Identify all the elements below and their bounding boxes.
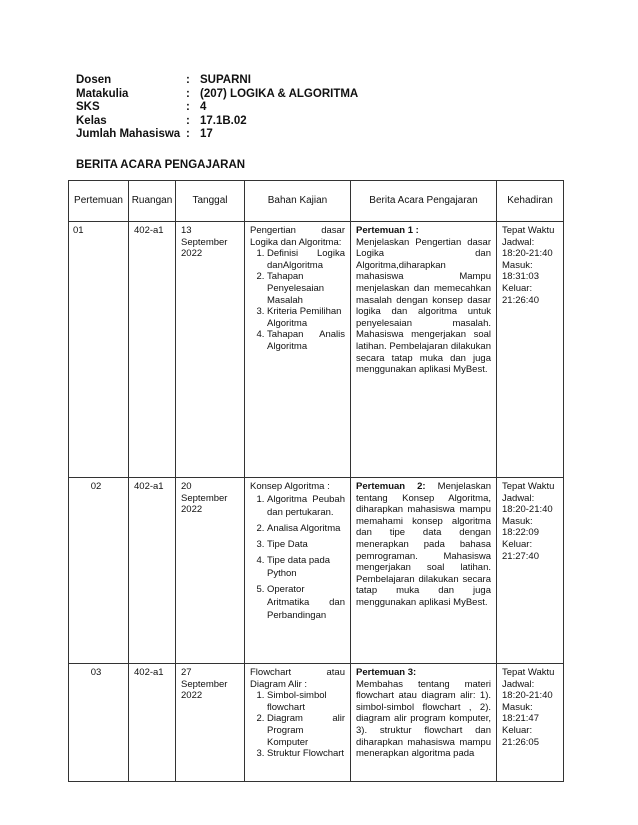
info-separator: :	[186, 74, 190, 86]
cell-ruangan: 402-a1	[129, 664, 176, 782]
list-item: 1. Simbol-simbol flowchart	[267, 690, 345, 713]
kehadiran-label: Masuk:	[502, 515, 533, 527]
list-item: 3. Struktur Flowchart	[267, 748, 345, 760]
header-pertemuan: Pertemuan	[69, 181, 129, 222]
cell-ruangan: 402-a1	[129, 222, 176, 478]
list-item: 2. Diagram alir Program Komputer	[267, 713, 345, 748]
berita-text: Membahas tentang materi flowchart atau diagram alir: 1). simbol-simbol flowchart , 2). diagram alir program komputer, 3). struktur flowchart dan diharapkan mahasiswa mampu menerapkan algoritma pada	[356, 678, 491, 760]
bahan-intro: Flowchart atau Diagram Alir :	[250, 667, 345, 690]
list-item: 4. Tipe data pada Python	[267, 554, 345, 580]
kehadiran-value: 21:27:40	[502, 550, 539, 562]
berita-text: Menjelaskan Pengertian dasar Logika dan Algoritma,diharapkan mahasiswa Mampu menjelaskan dan memecahkan masalah dengan konsep dasar logika dan algoritma untuk penyelesaian masalah. Mahasiswa mengerjakan soal latihan. Pembelajaran dilakukan secara tatap muka dan juga menggunakan aplikasi MyBest.	[356, 236, 491, 376]
kehadiran-label: Jadwal:	[502, 492, 535, 504]
info-row-kelas	[76, 115, 358, 129]
course-info	[76, 74, 358, 142]
teaching-record-table	[68, 180, 564, 782]
bahan-list	[250, 248, 345, 352]
info-key: Jumlah Mahasiswa	[76, 128, 181, 141]
header-ruangan: Ruangan	[129, 181, 176, 222]
kehadiran-label: Jadwal:	[502, 678, 535, 690]
info-separator: :	[186, 128, 190, 141]
cell-bahan-kajian	[245, 478, 351, 664]
berita-title: Pertemuan 2:	[356, 481, 426, 492]
kehadiran-value: 18:20-21:40	[502, 504, 553, 516]
bahan-list	[250, 690, 345, 760]
header-bahan-kajian: Bahan Kajian	[245, 181, 351, 222]
info-value: 17.1B.02	[200, 114, 247, 127]
berita-title: Pertemuan 1 :	[356, 225, 419, 236]
bahan-intro: Pengertian dasar Logika dan Algoritma:	[250, 225, 345, 248]
kehadiran-label: Keluar:	[502, 724, 533, 736]
info-separator: :	[186, 114, 190, 127]
table-row	[69, 664, 564, 782]
list-item: 2. Tahapan Penyelesaian Masalah	[267, 271, 345, 306]
kehadiran-label: Masuk:	[502, 259, 533, 271]
cell-tanggal: 20 September 2022	[176, 478, 245, 664]
cell-tanggal: 27 September 2022	[176, 664, 245, 782]
table-row	[69, 222, 564, 478]
berita-text: Menjelaskan tentang Konsep Algoritma, diharapkan mahasiswa mampu memahami konsep algoritma dan tipe data dengan menerapkan pada bahasa pemrograman. Mahasiswa mengerjakan soal latihan. Pembelajaran dilakukan secara tatap muka dan juga menggunakan aplikasi MyBest.	[356, 481, 492, 608]
cell-berita-acara	[351, 664, 497, 782]
kehadiran-value: 18:22:09	[502, 527, 539, 539]
info-value: SUPARNI	[200, 74, 251, 86]
section-heading: BERITA ACARA PENGAJARAN	[76, 159, 246, 171]
list-item: 4. Tahapan Analis Algoritma	[267, 329, 345, 352]
table-row	[69, 478, 564, 664]
info-key: SKS	[76, 101, 100, 114]
bahan-list	[250, 493, 345, 622]
kehadiran-status: Tepat Waktu	[502, 225, 555, 236]
cell-pertemuan: 03	[69, 664, 129, 782]
kehadiran-status: Tepat Waktu	[502, 667, 555, 678]
info-value: 4	[200, 101, 207, 114]
info-separator: :	[186, 87, 190, 100]
kehadiran-value: 18:21:47	[502, 713, 539, 725]
kehadiran-label: Keluar:	[502, 538, 533, 550]
cell-ruangan: 402-a1	[129, 478, 176, 664]
info-row-jumlah	[76, 128, 358, 142]
cell-berita-acara	[351, 478, 497, 664]
cell-kehadiran	[497, 664, 564, 782]
cell-pertemuan: 01	[69, 222, 129, 478]
info-row-dosen	[76, 74, 358, 88]
info-value: 17	[200, 128, 213, 141]
header-berita-acara: Berita Acara Pengajaran	[351, 181, 497, 222]
kehadiran-label: Jadwal:	[502, 236, 535, 248]
cell-pertemuan: 02	[69, 478, 129, 664]
info-key: Kelas	[76, 114, 107, 127]
kehadiran-status: Tepat Waktu	[502, 481, 555, 492]
info-key: Matakulia	[76, 87, 129, 100]
list-item: 2. Analisa Algoritma	[267, 522, 345, 535]
kehadiran-label: Masuk:	[502, 701, 533, 713]
info-row-matakuliah	[76, 88, 358, 102]
kehadiran-label: Keluar:	[502, 282, 533, 294]
info-key: Dosen	[76, 74, 112, 86]
cell-bahan-kajian	[245, 222, 351, 478]
header-tanggal: Tanggal	[176, 181, 245, 222]
header-kehadiran: Kehadiran	[497, 181, 564, 222]
cell-tanggal: 13 September 2022	[176, 222, 245, 478]
bahan-intro: Konsep Algoritma :	[250, 481, 330, 492]
cell-bahan-kajian	[245, 664, 351, 782]
info-value: (207) LOGIKA & ALGORITMA	[200, 87, 359, 100]
info-row-sks	[76, 101, 358, 115]
berita-title: Pertemuan 3:	[356, 667, 417, 678]
kehadiran-value: 18:20-21:40	[502, 690, 553, 702]
list-item: 1. Algoritma Peubah dan pertukaran.	[267, 493, 345, 519]
cell-kehadiran	[497, 222, 564, 478]
info-separator: :	[186, 101, 190, 114]
list-item: 3. Tipe Data	[267, 538, 345, 551]
kehadiran-value: 18:20-21:40	[502, 248, 553, 260]
cell-kehadiran	[497, 478, 564, 664]
kehadiran-value: 18:31:03	[502, 271, 539, 283]
cell-berita-acara	[351, 222, 497, 478]
kehadiran-value: 21:26:05	[502, 736, 539, 748]
list-item: 5. Operator Aritmatika dan Perbandingan	[267, 583, 345, 622]
list-item: 3. Kriteria Pemilihan Algoritma	[267, 306, 345, 329]
list-item: 1. Definisi Logika danAlgoritma	[267, 248, 345, 271]
kehadiran-value: 21:26:40	[502, 294, 539, 306]
table-header-row	[69, 181, 564, 222]
